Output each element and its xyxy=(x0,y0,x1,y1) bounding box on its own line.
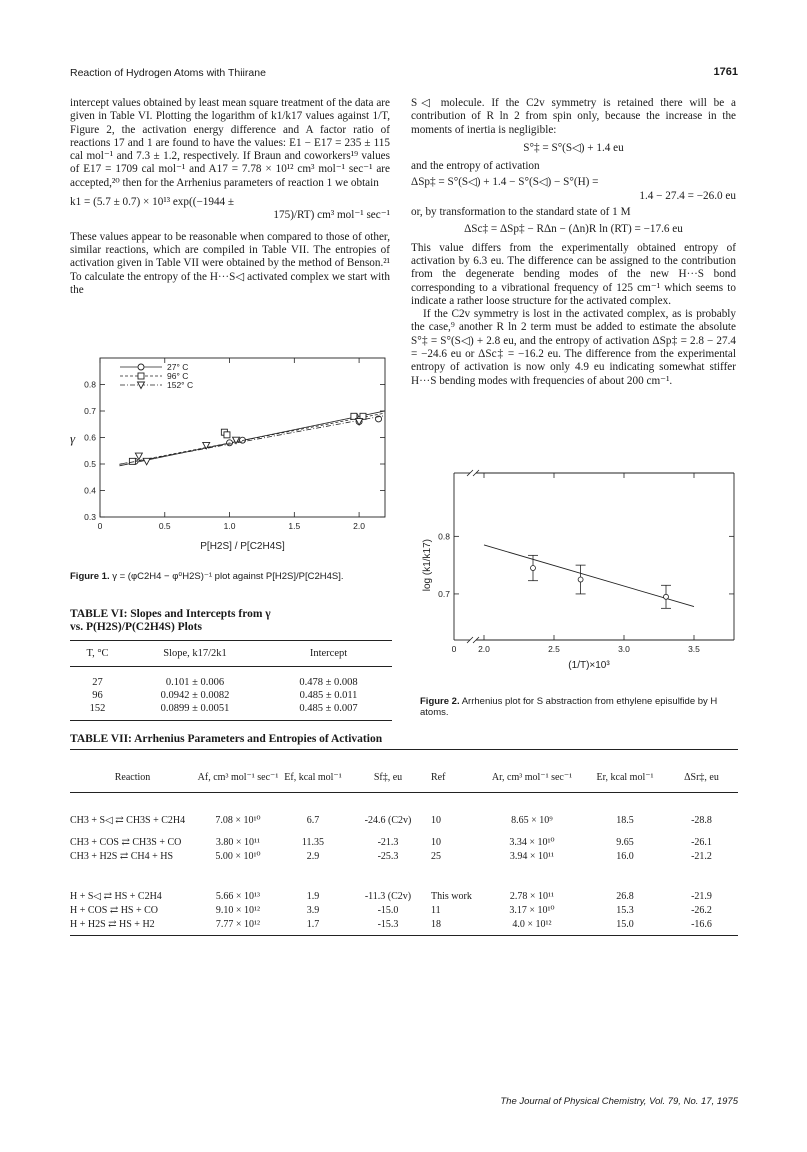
table-6-cell: 0.0899 ± 0.0051 xyxy=(160,703,230,714)
figure-1-point xyxy=(143,458,150,465)
figure-1-y-tick-label: 0.3 xyxy=(84,512,96,522)
table-6 xyxy=(70,608,390,721)
table-7-cell: 1.7 xyxy=(306,919,320,930)
running-title: Reaction of Hydrogen Atoms with Thiirane xyxy=(70,67,266,79)
table-7-cell: -21.3 xyxy=(377,837,399,848)
equation-k1-line2: 175)/RT) cm³ mol⁻¹ sec⁻¹ xyxy=(273,209,390,222)
figure-2-x-tick-label: 3.5 xyxy=(688,644,700,654)
figure-2-point xyxy=(578,577,583,582)
table-7-cell: 9.65 xyxy=(616,837,634,848)
table-7-cell: 2.9 xyxy=(306,851,320,862)
table-7-header-dsr: ΔSr‡, eu xyxy=(684,772,719,783)
right-text-2: and the entropy of activation xyxy=(411,160,540,173)
right-text-3: or, by transformation to the standard state of 1 M xyxy=(411,206,631,219)
figure-1-y-tick-label: 0.7 xyxy=(84,406,96,416)
table-6-cell: 0.485 ± 0.011 xyxy=(299,690,358,701)
figure-1-legend-label: 96° C xyxy=(167,371,189,381)
table-7-cell: 6.7 xyxy=(306,815,320,826)
table-row xyxy=(70,702,392,721)
table-6-cell: 152 xyxy=(89,703,106,714)
figure-1-x-tick-label: 0 xyxy=(97,521,103,531)
right-column-top xyxy=(411,97,736,388)
equation-entropy-1: S°‡ = S°(S◁) + 1.4 eu xyxy=(523,141,624,154)
figure-1-legend-label: 27° C xyxy=(167,362,189,372)
figure-2-x-tick-label: 2.0 xyxy=(478,644,490,654)
table-7-cell: 5.66 × 10¹³ xyxy=(215,891,261,902)
figure-2-y-title: log (k1/k17) xyxy=(422,539,433,592)
left-paragraph-1: intercept values obtained by least mean square treatment of the data are given in Table VI. Plotting the logarithm of k1/k17 values against 1/T, Figure 2, the activation energy difference and A factor ratio of reactions 17 and 1 are found to have the values: E1 − E17 = 235 ± 115 cal mol⁻¹ and 7.3 ± 1.2, respectively. If Braun and coworkers¹⁹ values of E17 = 1709 cal mol⁻¹ and A17 = 7.78 × 10¹² cm³ mol⁻¹ sec⁻¹ are accepted,²⁰ then for the Arrhenius parameters of reaction 1 we obtain xyxy=(70,97,390,189)
figure-2-fit-line xyxy=(484,545,694,607)
table-7-cell: -15.0 xyxy=(377,905,399,916)
table-6-header-t: T, °C xyxy=(86,648,109,659)
table-7-cell: 16.0 xyxy=(616,851,634,862)
equation-entropy-3: ΔSc‡ = ΔSp‡ − RΔn − (Δn)R ln (RT) = −17.6 eu xyxy=(464,223,683,236)
table-6-cell: 0.0942 ± 0.0082 xyxy=(160,690,230,701)
table-6-title-line1: TABLE VI: Slopes and Intercepts from γ xyxy=(70,608,271,620)
left-column-top xyxy=(70,97,390,297)
page-number: 1761 xyxy=(713,66,738,78)
table-7-cell: 11 xyxy=(431,905,441,916)
journal-footer: The Journal of Physical Chemistry, Vol. 79, No. 17, 1975 xyxy=(500,1096,738,1107)
table-7-reaction: CH3 + COS ⇄ CH3S + CO xyxy=(70,837,182,848)
table-7-reaction: CH3 + H2S ⇄ CH4 + HS xyxy=(70,851,174,862)
figure-1-y-title: γ xyxy=(70,430,76,446)
table-7-reaction: H + COS ⇄ HS + CO xyxy=(70,905,159,916)
figure-1-fit-line xyxy=(119,413,385,464)
table-6-cell: 96 xyxy=(92,690,103,701)
right-paragraph-1: S◁ molecule. If the C2v symmetry is retained there will be a contribution of R ln 2 from spin only, because the increase in the moments of inertia is negligible: xyxy=(411,97,736,136)
table-7-cell: 11.35 xyxy=(301,837,325,848)
table-7-header-af: Af, cm³ mol⁻¹ sec⁻¹ xyxy=(197,772,279,783)
table-7-cell: 10 xyxy=(431,815,441,826)
table-row xyxy=(70,793,738,834)
figure-1-point xyxy=(129,458,135,464)
figure-1-x-tick-label: 0.5 xyxy=(158,521,171,531)
right-paragraph-5: If the C2v symmetry is lost in the activated complex, as is probably the case,⁹ another R ln 2 term must be added to estimate the absolute S°‡ = S°(S◁) + 2.8 eu, and the entropy of activation ΔSp‡ = 2.8 − 27.4 = −24.6 eu or ΔSc‡ = −16.2 eu. The difference from the experimental entropy of activation is now only 4.9 eu indicating somewhat stiffer H···S bending modes with frequencies of about 200 cm⁻¹. xyxy=(411,308,736,387)
figure-1-y-tick-label: 0.4 xyxy=(84,485,96,496)
table-7-grid xyxy=(70,749,738,936)
table-row xyxy=(70,689,392,702)
figure-1-x-tick-label: 1.0 xyxy=(223,521,236,531)
table-7-cell: This work xyxy=(431,891,472,902)
table-7-reaction: CH3 + S◁ ⇄ CH3S + C2H4 xyxy=(70,815,186,826)
table-7-header-ef: Ef, kcal mol⁻¹ xyxy=(284,772,342,783)
figure-1-x-title: P[H2S] / P[C2H4S] xyxy=(200,541,285,552)
table-7-cell: 3.9 xyxy=(306,905,320,916)
table-7-header-row xyxy=(70,750,738,793)
table-7-cell: 3.17 × 10¹⁰ xyxy=(509,905,555,916)
equation-k1-line1: k1 = (5.7 ± 0.7) × 10¹³ exp((−1944 ± xyxy=(70,196,235,209)
table-row xyxy=(70,903,738,917)
table-7-cell: -11.3 (C2v) xyxy=(364,891,412,902)
right-paragraph-4: This value differs from the experimentally obtained entropy of activation by 6.3 eu. The difference can be assigned to the contribution from the degenerate bending modes of the new H···S bond corresponding to a vibrational frequency of 125 cm⁻¹ which seems to indicate a rather loose structure for the activated complex. xyxy=(411,241,736,307)
table-7-cell: 9.10 × 10¹² xyxy=(215,905,261,916)
figure-1-x-tick-label: 2.0 xyxy=(353,521,366,531)
table-row xyxy=(70,851,738,869)
figure-1-x-tick-label: 1.5 xyxy=(288,521,301,531)
table-6-cell: 0.485 ± 0.007 xyxy=(299,703,358,714)
table-7-cell: -24.6 (C2v) xyxy=(364,815,412,826)
figure-1-caption-text: γ = (φC2H4 − φ⁰H2S)⁻¹ plot against P[H2S]/P[C2H4S]. xyxy=(112,571,344,582)
figure-2-x-tick-label: 2.5 xyxy=(548,644,560,654)
figure-1-y-tick-label: 0.6 xyxy=(84,432,96,443)
table-6-header-row xyxy=(70,641,392,667)
figure-1-caption-label: Figure 1. xyxy=(70,571,110,582)
table-7-cell: 4.0 × 10¹² xyxy=(512,919,552,930)
table-7-title: TABLE VII: Arrhenius Parameters and Entropies of Activation xyxy=(70,733,383,745)
table-7-cell: -21.9 xyxy=(691,891,712,902)
table-7-cell: 18.5 xyxy=(616,815,634,826)
table-7-cell: 26.8 xyxy=(616,891,634,902)
table-7-cell: 1.9 xyxy=(306,891,320,902)
table-7-cell: -21.2 xyxy=(691,851,712,862)
equation-entropy-2-line1: ΔSp‡ = S°(S◁) + 1.4 − S°(S◁) − S°(H) = xyxy=(411,176,599,189)
table-7-cell: 5.00 × 10¹⁰ xyxy=(215,851,261,862)
table-7-reaction: H + H2S ⇄ HS + H2 xyxy=(70,919,155,930)
table-6-cell: 0.478 ± 0.008 xyxy=(299,677,358,688)
table-7-header-sf: Sf‡, eu xyxy=(373,772,403,783)
table-7-cell: 7.08 × 10¹⁰ xyxy=(215,815,261,826)
figure-2-point xyxy=(531,566,536,571)
figure-2-x-tick-label: 3.0 xyxy=(618,644,630,654)
table-row xyxy=(70,667,392,690)
table-6-cell: 0.101 ± 0.006 xyxy=(165,677,225,688)
table-7-cell: 10 xyxy=(431,837,441,848)
table-7-cell: 25 xyxy=(431,851,441,862)
table-7-cell: -26.1 xyxy=(691,837,712,848)
figure-1-legend-marker xyxy=(138,373,144,379)
figure-1-legend-label: 152° C xyxy=(167,380,194,390)
left-paragraph-2: These values appear to be reasonable when compared to those of other, similar reactions, which are compiled in Table VII. The entropies of activation given in Table VII were obtained by the method of Benson.²¹ To calculate the entropy of the H···S◁ activated complex we start with the xyxy=(70,230,390,296)
figure-1-caption xyxy=(70,571,390,582)
figure-1-y-tick-label: 0.8 xyxy=(84,379,96,390)
table-row xyxy=(70,917,738,936)
table-7-cell: 7.77 × 10¹² xyxy=(215,919,261,930)
figure-2-chart xyxy=(412,465,740,695)
figure-2-caption-label: Figure 2. xyxy=(420,696,460,707)
table-7-header-reaction: Reaction xyxy=(114,772,151,783)
figure-2-caption xyxy=(420,696,740,718)
table-7-cell: -28.8 xyxy=(691,815,712,826)
table-7-cell: -26.2 xyxy=(691,905,712,916)
table-7-cell: 3.34 × 10¹⁰ xyxy=(509,837,555,848)
table-7-reaction: H + S◁ ⇄ HS + C2H4 xyxy=(70,891,162,902)
table-7-cell: -16.6 xyxy=(691,919,712,930)
table-6-cell: 27 xyxy=(92,677,103,688)
table-7-header-er: Er, kcal mol⁻¹ xyxy=(596,772,654,783)
figure-1-fit-line xyxy=(119,416,385,465)
table-row xyxy=(70,869,738,903)
equation-entropy-2-line2: 1.4 − 27.4 = −26.0 eu xyxy=(639,189,736,202)
figure-2-point xyxy=(664,594,669,599)
figure-2-y-tick-label: 0.8 xyxy=(438,531,450,542)
table-7-cell: 8.65 × 10⁹ xyxy=(511,815,553,826)
table-7-header-ar: Ar, cm³ mol⁻¹ sec⁻¹ xyxy=(491,772,573,783)
figure-2-x-title: (1/T)×10³ xyxy=(568,660,610,671)
figure-2-caption-text: Arrhenius plot for S abstraction from ethylene episulfide by H atoms. xyxy=(420,696,718,718)
table-7-cell: 15.3 xyxy=(616,905,634,916)
table-7-cell: -15.3 xyxy=(377,919,399,930)
table-7-cell: 3.94 × 10¹¹ xyxy=(509,851,555,862)
figure-2-x-tick-label: 0 xyxy=(451,644,457,654)
table-7-cell: -25.3 xyxy=(377,851,399,862)
figure-2-y-tick-label: 0.7 xyxy=(438,588,450,599)
table-6-title-line2: vs. P(H2S)/P(C2H4S) Plots xyxy=(70,621,202,633)
table-row xyxy=(70,833,738,851)
table-6-header-intercept: Intercept xyxy=(309,648,348,659)
table-6-header-slope: Slope, k17/2k1 xyxy=(163,648,227,659)
figure-1-y-tick-label: 0.5 xyxy=(84,459,96,469)
figure-1-point xyxy=(224,432,230,438)
figure-1-chart xyxy=(60,352,395,562)
table-6-grid xyxy=(70,640,392,721)
table-7-cell: 18 xyxy=(431,919,441,930)
table-7-cell: 3.80 × 10¹¹ xyxy=(215,837,261,848)
table-7-header-ref: Ref xyxy=(431,772,446,783)
table-7-cell: 15.0 xyxy=(616,919,634,930)
figure-1-legend-marker xyxy=(138,364,144,370)
table-7-cell: 2.78 × 10¹¹ xyxy=(509,891,555,902)
